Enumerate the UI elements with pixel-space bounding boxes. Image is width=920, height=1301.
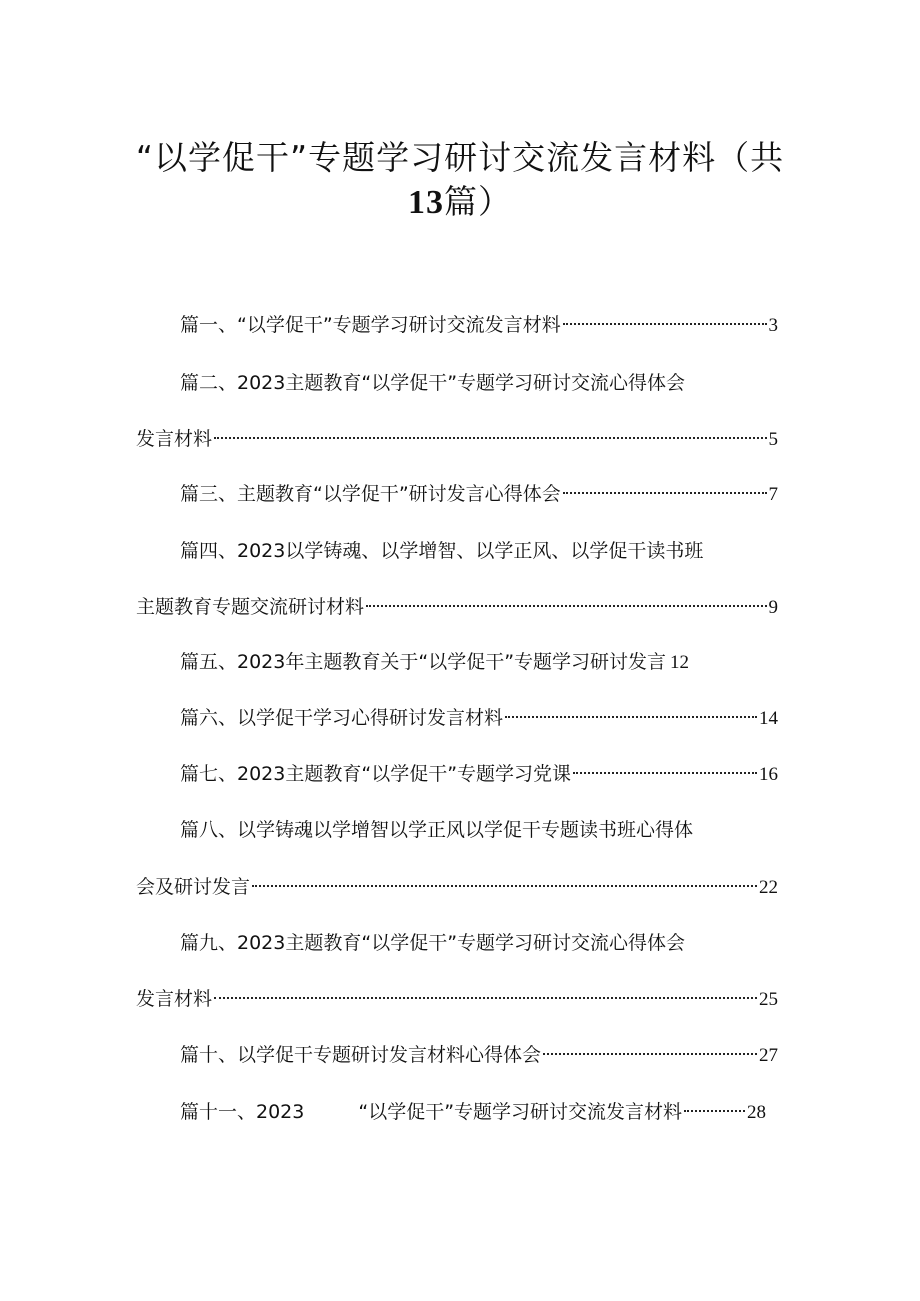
toc-entry-text: 发言材料 <box>136 428 213 450</box>
toc-entry-text-prefix: 篇十一、2023 <box>180 1101 305 1123</box>
toc-entry-3[interactable] <box>180 479 778 509</box>
toc-leader-dots <box>214 997 757 999</box>
toc-page-number: 9 <box>768 597 778 618</box>
toc-entry-7[interactable] <box>180 759 778 789</box>
toc-entry-text: 篇四、2023以学铸魂、以学增智、以学正风、以学促干读书班 <box>180 540 704 562</box>
toc-entry-text: 篇二、2023主题教育“以学促干”专题学习研讨交流心得体会 <box>180 372 686 394</box>
toc-page-number: 27 <box>759 1045 778 1066</box>
toc-page-number: 16 <box>759 764 778 785</box>
toc-entry-2[interactable] <box>180 368 778 398</box>
toc-entry-1[interactable] <box>180 310 778 340</box>
toc-page-number: 22 <box>759 877 778 898</box>
toc-page-number: 7 <box>768 484 778 505</box>
toc-page-number: 12 <box>670 652 690 673</box>
toc-entry-text: 篇十、以学促干专题研讨发言材料心得体会 <box>180 1044 542 1066</box>
toc-entry-8-continued[interactable] <box>136 872 778 902</box>
toc-entry-4[interactable] <box>180 536 778 566</box>
toc-page-number: 25 <box>759 989 778 1010</box>
toc-leader-dots <box>543 1053 757 1055</box>
toc-leader-dots <box>563 323 767 325</box>
toc-entry-2-continued[interactable] <box>136 424 778 454</box>
toc-entry-5[interactable] <box>180 647 778 677</box>
toc-entry-text: 篇八、以学铸魂以学增智以学正风以学促干专题读书班心得体 <box>180 819 694 841</box>
toc-entry-text: “以学促干”专题学习研讨交流发言材料 <box>358 1101 683 1123</box>
toc-entry-text: 篇七、2023主题教育“以学促干”专题学习党课 <box>180 763 572 785</box>
toc-entry-10[interactable] <box>180 1040 778 1070</box>
toc-page-number: 5 <box>768 429 778 450</box>
toc-entry-8[interactable] <box>180 815 778 845</box>
toc-entry-4-continued[interactable] <box>136 592 778 622</box>
document-title-line-1: “以学促干”专题学习研讨交流发言材料（共 <box>135 138 785 177</box>
toc-entry-text: 篇五、2023年主题教育关于“以学促干”专题学习研讨发言 <box>180 651 667 673</box>
toc-entry-text: 篇六、以学促干学习心得研讨发言材料 <box>180 707 504 729</box>
toc-entry-text: 主题教育专题交流研讨材料 <box>136 596 365 618</box>
toc-leader-dots <box>252 885 757 887</box>
toc-entry-9-continued[interactable] <box>136 984 778 1014</box>
toc-entry-text: 会及研讨发言 <box>136 876 251 898</box>
toc-page-number: 3 <box>768 315 778 336</box>
toc-leader-dots <box>505 716 757 718</box>
toc-leader-dots <box>563 492 767 494</box>
toc-entry-text: 篇九、2023主题教育“以学促干”专题学习研讨交流心得体会 <box>180 932 686 954</box>
toc-entry-9[interactable] <box>180 928 778 958</box>
document-title-suffix: 篇） <box>444 182 512 221</box>
toc-leader-dots <box>366 605 766 607</box>
toc-entry-text: 篇三、主题教育“以学促干”研讨发言心得体会 <box>180 483 561 505</box>
document-title-count: 13 <box>408 184 444 221</box>
toc-entry-text: 篇一、“以学促干”专题学习研讨交流发言材料 <box>180 314 561 336</box>
toc-leader-dots <box>573 772 757 774</box>
toc-page-number: 28 <box>747 1102 766 1123</box>
toc-page-number: 14 <box>759 708 778 729</box>
toc-entry-text: 发言材料 <box>136 988 213 1010</box>
toc-leader-dots <box>684 1110 745 1112</box>
toc-entry-6[interactable] <box>180 703 778 733</box>
toc-leader-dots <box>214 437 766 439</box>
toc-entry-11[interactable] <box>180 1097 766 1127</box>
document-title-line-2 <box>130 180 790 225</box>
